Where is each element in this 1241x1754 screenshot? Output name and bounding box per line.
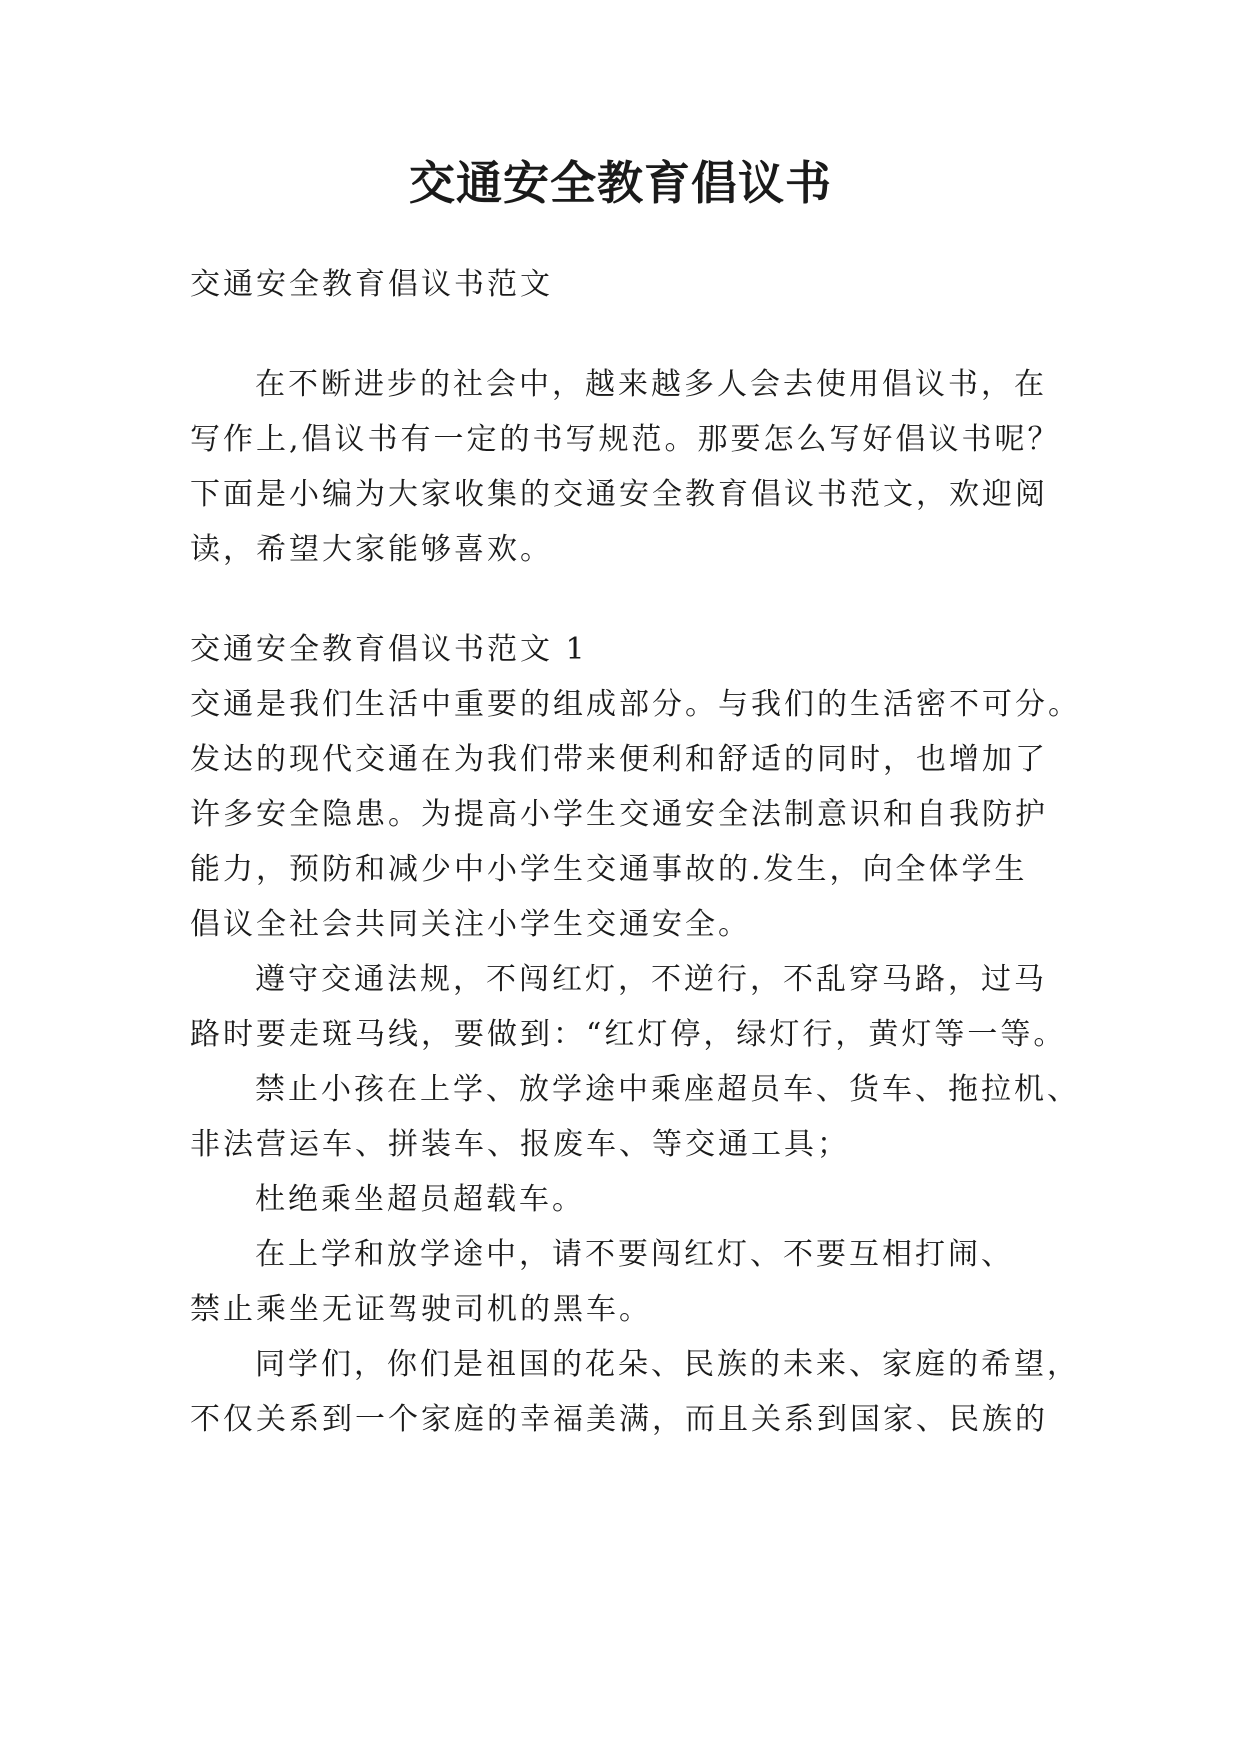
intro-line: 在不断进步的社会中，越来越多人会去使用倡议书，在	[255, 367, 1047, 402]
section-heading: 交通安全教育倡议书范文 1	[190, 632, 588, 667]
body-line: 杜绝乘坐超员超载车。	[255, 1182, 585, 1217]
body-line: 在上学和放学途中，请不要闯红灯、不要互相打闹、	[255, 1237, 1014, 1272]
body-line: 能力，预防和减少中小学生交通事故的.发生，向全体学生	[190, 852, 1028, 887]
body-line: 遵守交通法规，不闯红灯，不逆行，不乱穿马路，过马	[255, 962, 1047, 997]
body-line: 路时要走斑马线，要做到：“红灯停，绿灯行，黄灯等一等。	[190, 1017, 1067, 1052]
body-line: 发达的现代交通在为我们带来便利和舒适的同时，也增加了	[190, 742, 1048, 777]
body-line: 禁止乘坐无证驾驶司机的黑车。	[190, 1292, 652, 1327]
subtitle: 交通安全教育倡议书范文	[190, 267, 553, 302]
body-line: 同学们，你们是祖国的花朵、民族的未来、家庭的希望，	[255, 1347, 1080, 1382]
document-title: 交通安全教育倡议书	[409, 156, 832, 210]
intro-line: 写作上,倡议书有一定的书写规范。那要怎么写好倡议书呢？	[190, 422, 1061, 457]
body-line: 许多安全隐患。为提高小学生交通安全法制意识和自我防护	[190, 797, 1048, 832]
body-line: 交通是我们生活中重要的组成部分。与我们的生活密不可分。	[190, 687, 1081, 722]
body-line: 禁止小孩在上学、放学途中乘座超员车、货车、拖拉机、	[255, 1072, 1080, 1107]
intro-line: 读，希望大家能够喜欢。	[190, 532, 553, 567]
body-line: 非法营运车、拼装车、报废车、等交通工具；	[190, 1127, 850, 1162]
intro-line: 下面是小编为大家收集的交通安全教育倡议书范文，欢迎阅	[190, 477, 1048, 512]
body-line: 倡议全社会共同关注小学生交通安全。	[190, 907, 751, 942]
body-line: 不仅关系到一个家庭的幸福美满，而且关系到国家、民族的	[190, 1402, 1048, 1437]
